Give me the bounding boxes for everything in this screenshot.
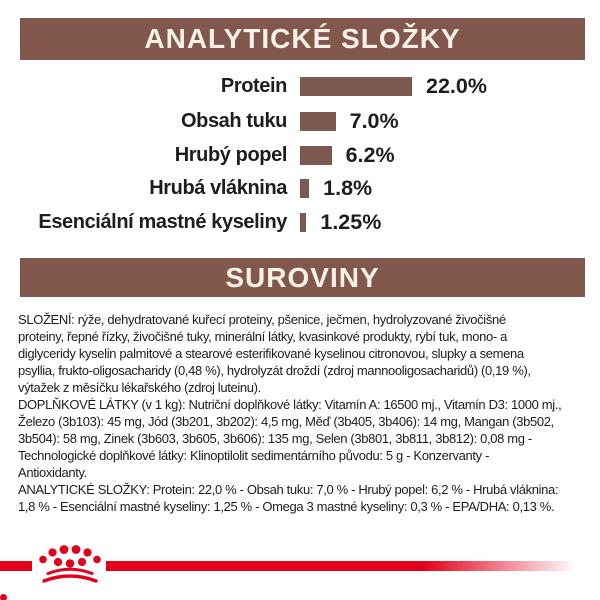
ingredients-text-line: proteiny, řepné řízky, živočišné tuky, minerální látky, kvasinkové produkty, rybí tuk, mono- a bbox=[18, 329, 507, 344]
chart-bar bbox=[300, 146, 332, 165]
footer-rule-left bbox=[0, 561, 32, 571]
chart-value-label: 1.8% bbox=[323, 176, 373, 200]
ingredients-text-line: DOPLŇKOVÉ LÁTKY (v 1 kg): Nutriční doplňkové látky: Vitamín A: 16500 mj., Vitamín D3: 1000 mj., bbox=[18, 397, 562, 412]
section-header-ingredients bbox=[20, 258, 585, 297]
chart-row bbox=[0, 104, 600, 139]
ingredients-text-line: 3b504): 58 mg, Zinek (3b603, 3b605, 3b606): 135 mg, Selen (3b801, 3b811, 3b812): 0,08 mg - bbox=[18, 431, 532, 446]
chart-bar bbox=[300, 77, 412, 96]
ingredients-text-line: 1,8 % - Esenciální mastné kyseliny: 1,25 % - Omega 3 mastné kyseliny: 0,3 % - EPA/DHA: 0,13 %. bbox=[18, 499, 555, 514]
chart-value-label: 6.2% bbox=[345, 143, 395, 167]
ingredients-text-line: ANALYTICKÉ SLOŽKY: Protein: 22,0 % - Obsah tuku: 7,0 % - Hrubý popel: 6,2 % - Hrubá vláknina: bbox=[18, 482, 559, 497]
footer-rule-main bbox=[106, 561, 586, 571]
ingredients-text-line: Antioxidanty. bbox=[18, 465, 87, 480]
ingredients-text-line: psyllia, frukto-oligosacharidy (0,48 %), hydrolyzát droždí (zdroj mannooligosacharidů) (0,19 %), bbox=[18, 363, 531, 378]
section-title-ingredients: SUROVINY bbox=[225, 262, 380, 293]
ingredients-text-line: diglyceridy kyselin palmitové a stearové esterifikované kyselinou citronovou, slupky a semena bbox=[18, 346, 524, 361]
section-header-analytical bbox=[20, 18, 585, 60]
chart-row bbox=[0, 69, 600, 104]
chart-bar bbox=[300, 213, 306, 232]
chart-category-label: Obsah tuku bbox=[180, 110, 287, 132]
chart-row bbox=[0, 172, 600, 205]
analytical-bar-chart bbox=[0, 69, 600, 239]
ingredients-text-line: výtažek z měsíčku lékařského (zdroj luteinu). bbox=[18, 380, 261, 395]
ingredients-text-line: Technologické doplňkové látky: Klinoptilolit sedimentárního původu: 5 g - Konzervanty - bbox=[18, 448, 490, 463]
chart-category-label: Hrubá vláknina bbox=[149, 177, 287, 199]
chart-value-label: 7.0% bbox=[349, 109, 399, 133]
ingredients-text-line: Železo (3b103): 45 mg, Jód (3b201, 3b202): 4,5 mg, Měď (3b405, 3b406): 14 mg, Mangan (3b502, bbox=[18, 414, 554, 429]
crown-pattern-fragment bbox=[0, 594, 7, 600]
ingredients-text bbox=[18, 311, 588, 515]
chart-category-label: Protein bbox=[220, 75, 287, 97]
chart-bar bbox=[300, 179, 309, 198]
chart-category-label: Hrubý popel bbox=[174, 144, 287, 166]
chart-value-label: 22.0% bbox=[426, 74, 487, 98]
section-title-analytical: ANALYTICKÉ SLOŽKY bbox=[144, 23, 461, 54]
ingredients-text-line: SLOŽENÍ: rýže, dehydratované kuřecí proteiny, pšenice, ječmen, hydrolyzované živočišné bbox=[18, 312, 506, 327]
chart-value-label: 1.25% bbox=[320, 209, 382, 234]
chart-row bbox=[0, 205, 600, 239]
royal-canin-crown-icon bbox=[38, 543, 102, 585]
chart-row bbox=[0, 139, 600, 172]
chart-bar bbox=[300, 112, 336, 131]
chart-category-label: Esenciální mastné kyseliny bbox=[38, 210, 287, 233]
